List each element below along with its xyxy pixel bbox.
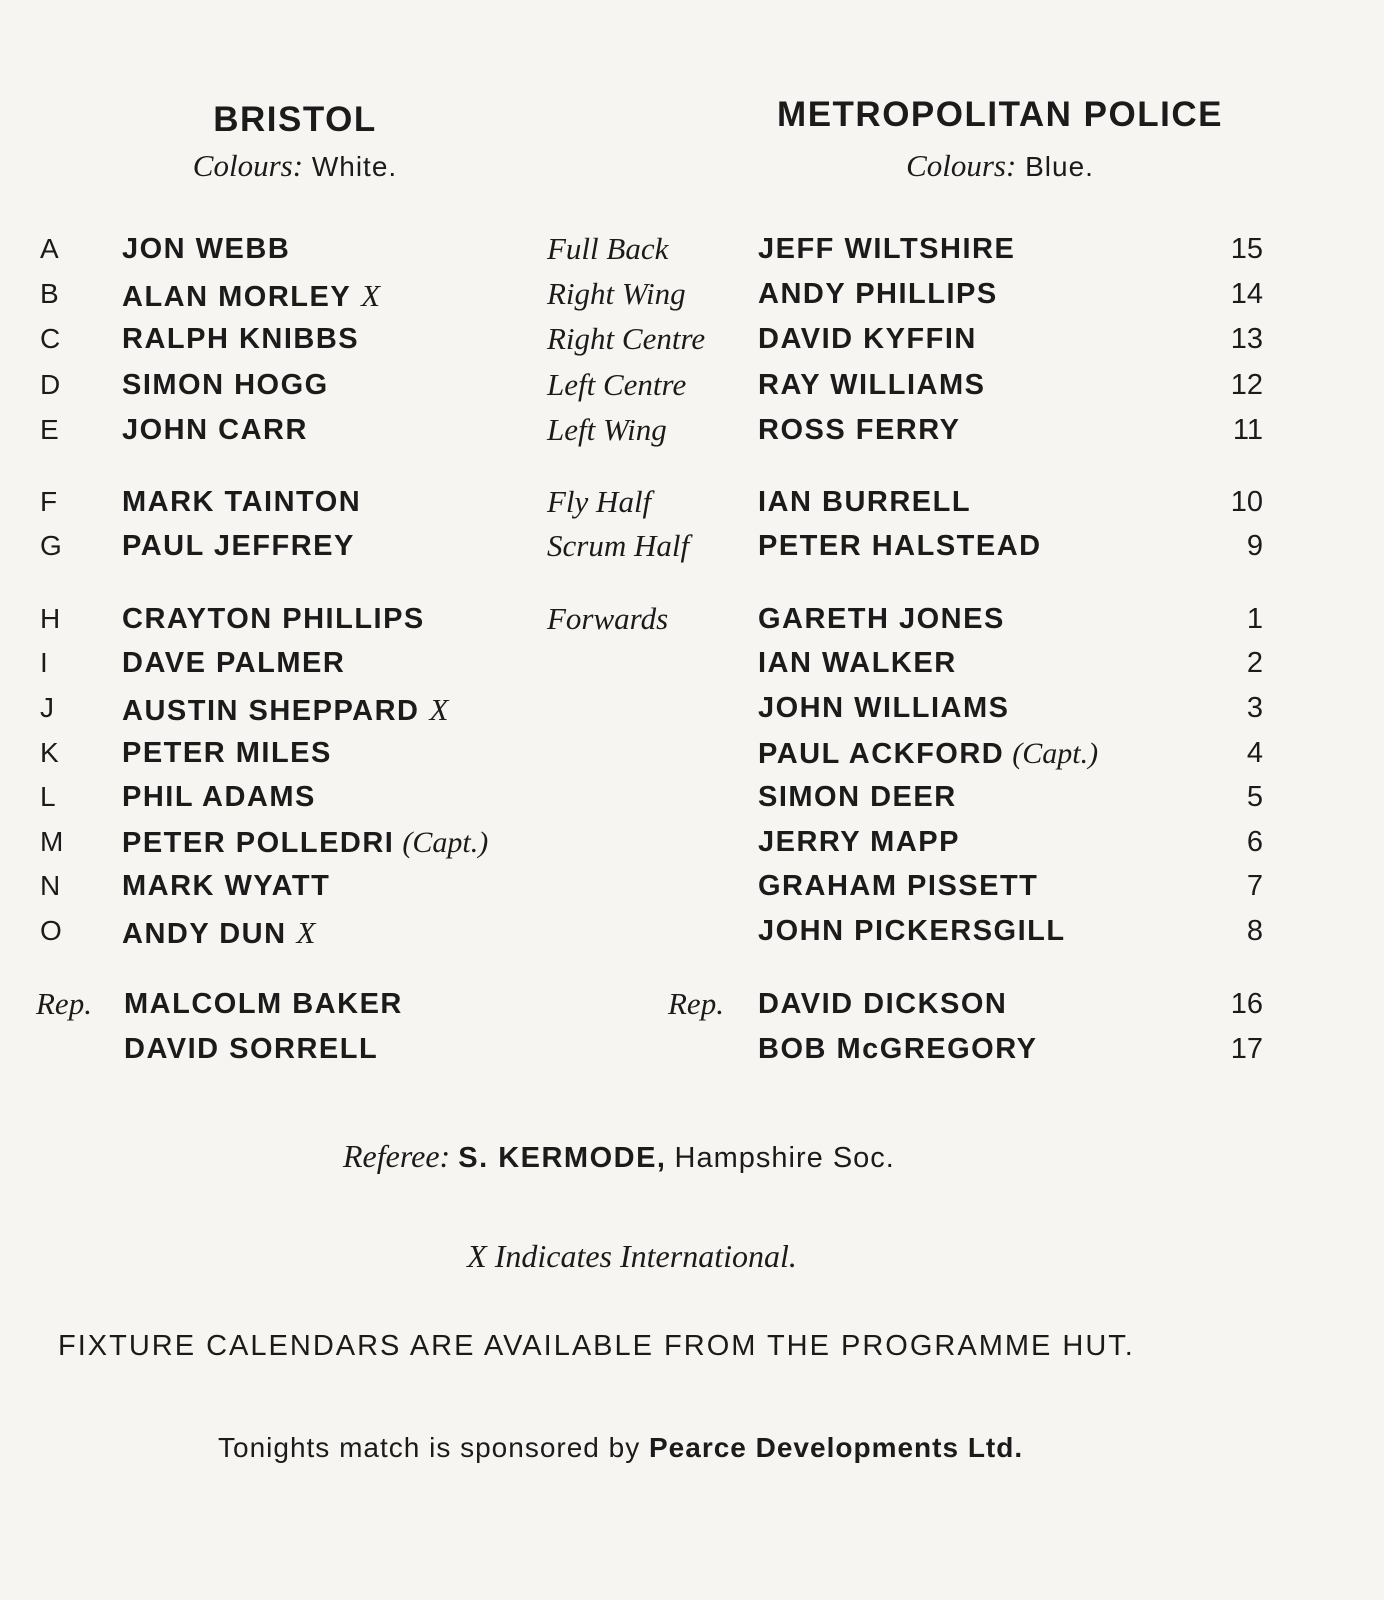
sponsor-line [218,1432,1023,1464]
position-label: Left Wing [547,412,667,447]
home-player-name: PHIL ADAMS [122,781,316,813]
shirt-number: 12 [1230,369,1263,401]
away-player [758,781,957,814]
row-letter: K [40,737,59,768]
away-player [758,414,960,447]
row-letter: E [40,414,59,445]
away-colours [760,148,1240,184]
away-player [758,278,998,311]
home-player [122,278,380,314]
away-player-name: ROSS FERRY [758,414,961,446]
away-player [758,915,1066,948]
shirt-number: 5 [1246,781,1263,813]
away-team-title: METROPOLITAN POLICE [777,95,1223,134]
row-letter: M [40,826,64,857]
shirt-number: 2 [1246,647,1263,679]
away-player-name: DAVID KYFFIN [758,323,977,355]
shirt-number: 10 [1230,486,1263,518]
away-player [758,603,1005,636]
sponsor-name: Pearce Developments Ltd. [649,1432,1024,1463]
row-letter: F [40,486,58,517]
away-player [758,826,960,859]
home-player-name: DAVE PALMER [122,647,346,679]
position-label: Fly Half [547,484,652,519]
home-colours-label: Colours: [192,148,304,183]
away-colours-value: Blue. [1025,151,1094,182]
shirt-number: 15 [1230,233,1263,265]
away-player-name: IAN WALKER [758,647,957,679]
sponsor-prefix: Tonights match is sponsored by [218,1432,641,1463]
home-player [122,414,308,447]
home-player [122,603,425,636]
home-player [122,486,361,519]
shirt-number: 11 [1232,414,1263,446]
home-player [122,323,359,356]
away-player-name: JERRY MAPP [758,826,960,858]
away-player-name: GARETH JONES [758,603,1005,635]
home-player [122,647,345,680]
away-rep-label: Rep. [668,986,724,1021]
referee-name: S. KERMODE, [458,1142,667,1174]
home-player-name: AUSTIN SHEPPARD [122,695,420,727]
shirt-number: 4 [1246,737,1263,769]
shirt-number: 9 [1246,530,1263,562]
home-player-name: RALPH KNIBBS [122,323,360,355]
row-letter: O [40,915,62,946]
shirt-number: 14 [1230,278,1263,310]
away-rep-2: BOB McGREGORY [758,1033,1038,1065]
away-player [758,486,971,519]
shirt-number: 3 [1246,692,1263,724]
away-player [758,530,1042,563]
home-player-name: SIMON HOGG [122,369,329,401]
home-player [122,692,448,728]
captain-marker: (Capt.) [402,826,489,859]
home-player [122,233,290,266]
row-letter: A [40,233,59,264]
away-rep-2-number: 17 [1230,1033,1263,1065]
home-player-name: PAUL JEFFREY [122,530,355,562]
position-label: Right Wing [547,276,686,311]
away-player-name: PAUL ACKFORD [758,738,1005,770]
home-player-name: JOHN CARR [122,414,308,446]
row-letter: L [40,781,56,812]
home-colours-value: White. [311,151,398,182]
home-team-title: BRISTOL [213,100,377,139]
away-player [758,692,1010,725]
row-letter: I [40,647,48,678]
away-player-name: JOHN WILLIAMS [758,692,1010,724]
home-player [122,826,488,860]
away-colours-label: Colours: [906,148,1017,183]
row-letter: C [40,323,61,354]
referee-line [343,1138,895,1175]
home-player [122,369,329,402]
shirt-number: 1 [1246,603,1263,635]
home-player-name: MARK WYATT [122,870,331,902]
away-player [758,737,1098,771]
away-player-name: SIMON DEER [758,781,957,813]
row-letter: J [40,692,54,723]
home-player-name: ANDY DUN [122,918,287,950]
away-player-name: GRAHAM PISSETT [758,870,1039,902]
away-rep-1-number: 16 [1230,988,1263,1020]
position-label: Right Centre [547,321,706,356]
away-player-name: JEFF WILTSHIRE [758,233,1016,265]
shirt-number: 7 [1246,870,1263,902]
away-player-name: PETER HALSTEAD [758,530,1042,562]
row-letter: G [40,530,62,561]
referee-label: Referee: [343,1138,451,1174]
home-player-name: MARK TAINTON [122,486,362,518]
row-letter: H [40,603,61,634]
away-player [758,647,957,680]
home-rep-2: DAVID SORRELL [124,1033,379,1065]
row-letter: N [40,870,61,901]
shirt-number: 8 [1246,915,1263,947]
home-colours [150,148,440,184]
home-rep-label: Rep. [36,986,92,1021]
away-player [758,870,1038,903]
home-player [122,781,316,814]
home-player-name: PETER POLLEDRI [122,827,395,859]
away-rep-1: DAVID DICKSON [758,988,1008,1020]
home-player-name: PETER MILES [122,737,332,769]
referee-society: Hampshire Soc. [674,1142,895,1174]
home-player [122,737,332,770]
captain-marker: (Capt.) [1012,737,1099,770]
away-player-name: RAY WILLIAMS [758,369,986,401]
shirt-number: 13 [1230,323,1263,355]
position-label: Full Back [547,231,669,266]
shirt-number: 6 [1246,826,1263,858]
home-player [122,915,315,951]
home-player [122,530,355,563]
position-label: Scrum Half [547,528,690,563]
home-player-name: JON WEBB [122,233,291,265]
row-letter: B [40,278,59,309]
international-note: X Indicates International. [467,1238,797,1274]
away-player-name: JOHN PICKERSGILL [758,915,1066,947]
home-player-name: CRAYTON PHILLIPS [122,603,425,635]
away-player-name: IAN BURRELL [758,486,972,518]
home-rep-1: MALCOLM BAKER [124,988,403,1020]
international-marker: X [296,915,316,950]
home-player [122,870,330,903]
away-player [758,233,1015,266]
international-marker: X [429,692,449,727]
position-label: Left Centre [547,367,687,402]
position-label: Forwards [547,601,669,636]
row-letter: D [40,369,61,400]
fixture-notice: FIXTURE CALENDARS ARE AVAILABLE FROM THE PROGRAMME HUT. [58,1330,1135,1362]
away-player-name: ANDY PHILLIPS [758,278,998,310]
international-marker: X [361,278,381,313]
home-player-name: ALAN MORLEY [122,281,352,313]
away-player [758,369,985,402]
away-player [758,323,977,356]
